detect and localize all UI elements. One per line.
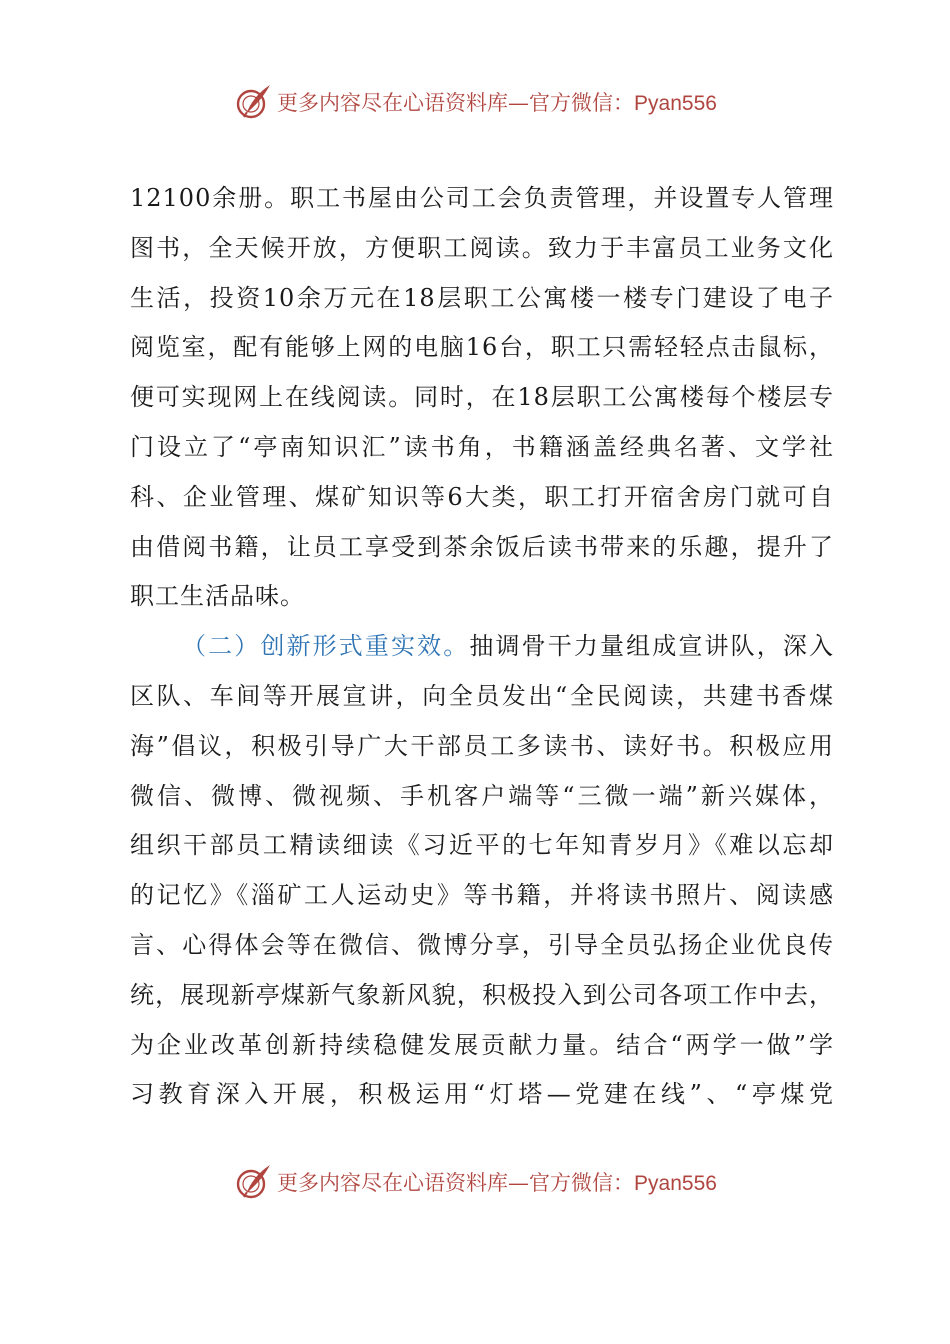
footer-banner <box>0 1160 950 1204</box>
header-banner <box>0 80 950 124</box>
text-line: 组织干部员工精读细读《习近平的七年知青岁月》《难以忘却 <box>130 831 834 860</box>
text-line: 海”倡议，积极引导广大干部员工多读书、读好书。积极应用 <box>130 731 834 760</box>
text-line: 12100余册。职工书屋由公司工会负责管理，并设置专人管理 <box>130 184 834 212</box>
text-line: 生活，投资10余万元在18层职工公寓楼一楼专门建设了电子 <box>130 283 834 312</box>
text-line: 习教育深入开展，积极运用“灯塔—党建在线”、“亭煤党 <box>130 1080 834 1109</box>
quill-pen-circle-icon <box>233 82 273 122</box>
text-line: 为企业改革创新持续稳健发展贡献力量。结合“两学一做”学 <box>130 1030 834 1059</box>
text-line: 由借阅书籍，让员工享受到茶余饭后读书带来的乐趣，提升了 <box>130 532 834 561</box>
quill-pen-circle-icon <box>233 1162 273 1202</box>
section-heading: （二）创新形式重实效。 <box>182 632 470 661</box>
text-line: 图书，全天候开放，方便职工阅读。致力于丰富员工业务文化 <box>130 233 834 262</box>
text-line: 统，展现新亭煤新气象新风貌，积极投入到公司各项工作中去， <box>130 980 834 1009</box>
text-line: 微信、微博、微视频、手机客户端等“三微一端”新兴媒体， <box>130 781 834 810</box>
text-line: 阅览室，配有能够上网的电脑16台，职工只需轻轻点击鼠标， <box>130 333 834 362</box>
text-line: 区队、车间等开展宣讲，向全员发出“全民阅读，共建书香煤 <box>130 681 834 710</box>
text-line: 便可实现网上在线阅读。同时，在18层职工公寓楼每个楼层专 <box>130 383 834 412</box>
wechat-id: Pyan556 <box>634 1172 717 1195</box>
text-line: 言、心得体会等在微信、微博分享，引导全员弘扬企业优良传 <box>130 930 834 959</box>
wechat-id: Pyan556 <box>634 92 717 115</box>
banner-text: 更多内容尽在心语资料库—官方微信：Pyan556 <box>277 1171 717 1195</box>
text-line: 职工生活品味。 <box>130 582 305 611</box>
banner-text: 更多内容尽在心语资料库—官方微信：Pyan556 <box>277 91 717 115</box>
section-first-line-rest: 抽调骨干力量组成宣讲队，深入 <box>469 632 834 661</box>
text-line: 门设立了“亭南知识汇”读书角，书籍涵盖经典名著、文学社 <box>130 432 834 461</box>
text-line: 科、企业管理、煤矿知识等6大类，职工打开宿舍房门就可自 <box>130 482 834 511</box>
text-line: 的记忆》《淄矿工人运动史》等书籍，并将读书照片、阅读感 <box>130 881 834 910</box>
document-body <box>130 174 834 1120</box>
section-first-line <box>130 622 834 672</box>
